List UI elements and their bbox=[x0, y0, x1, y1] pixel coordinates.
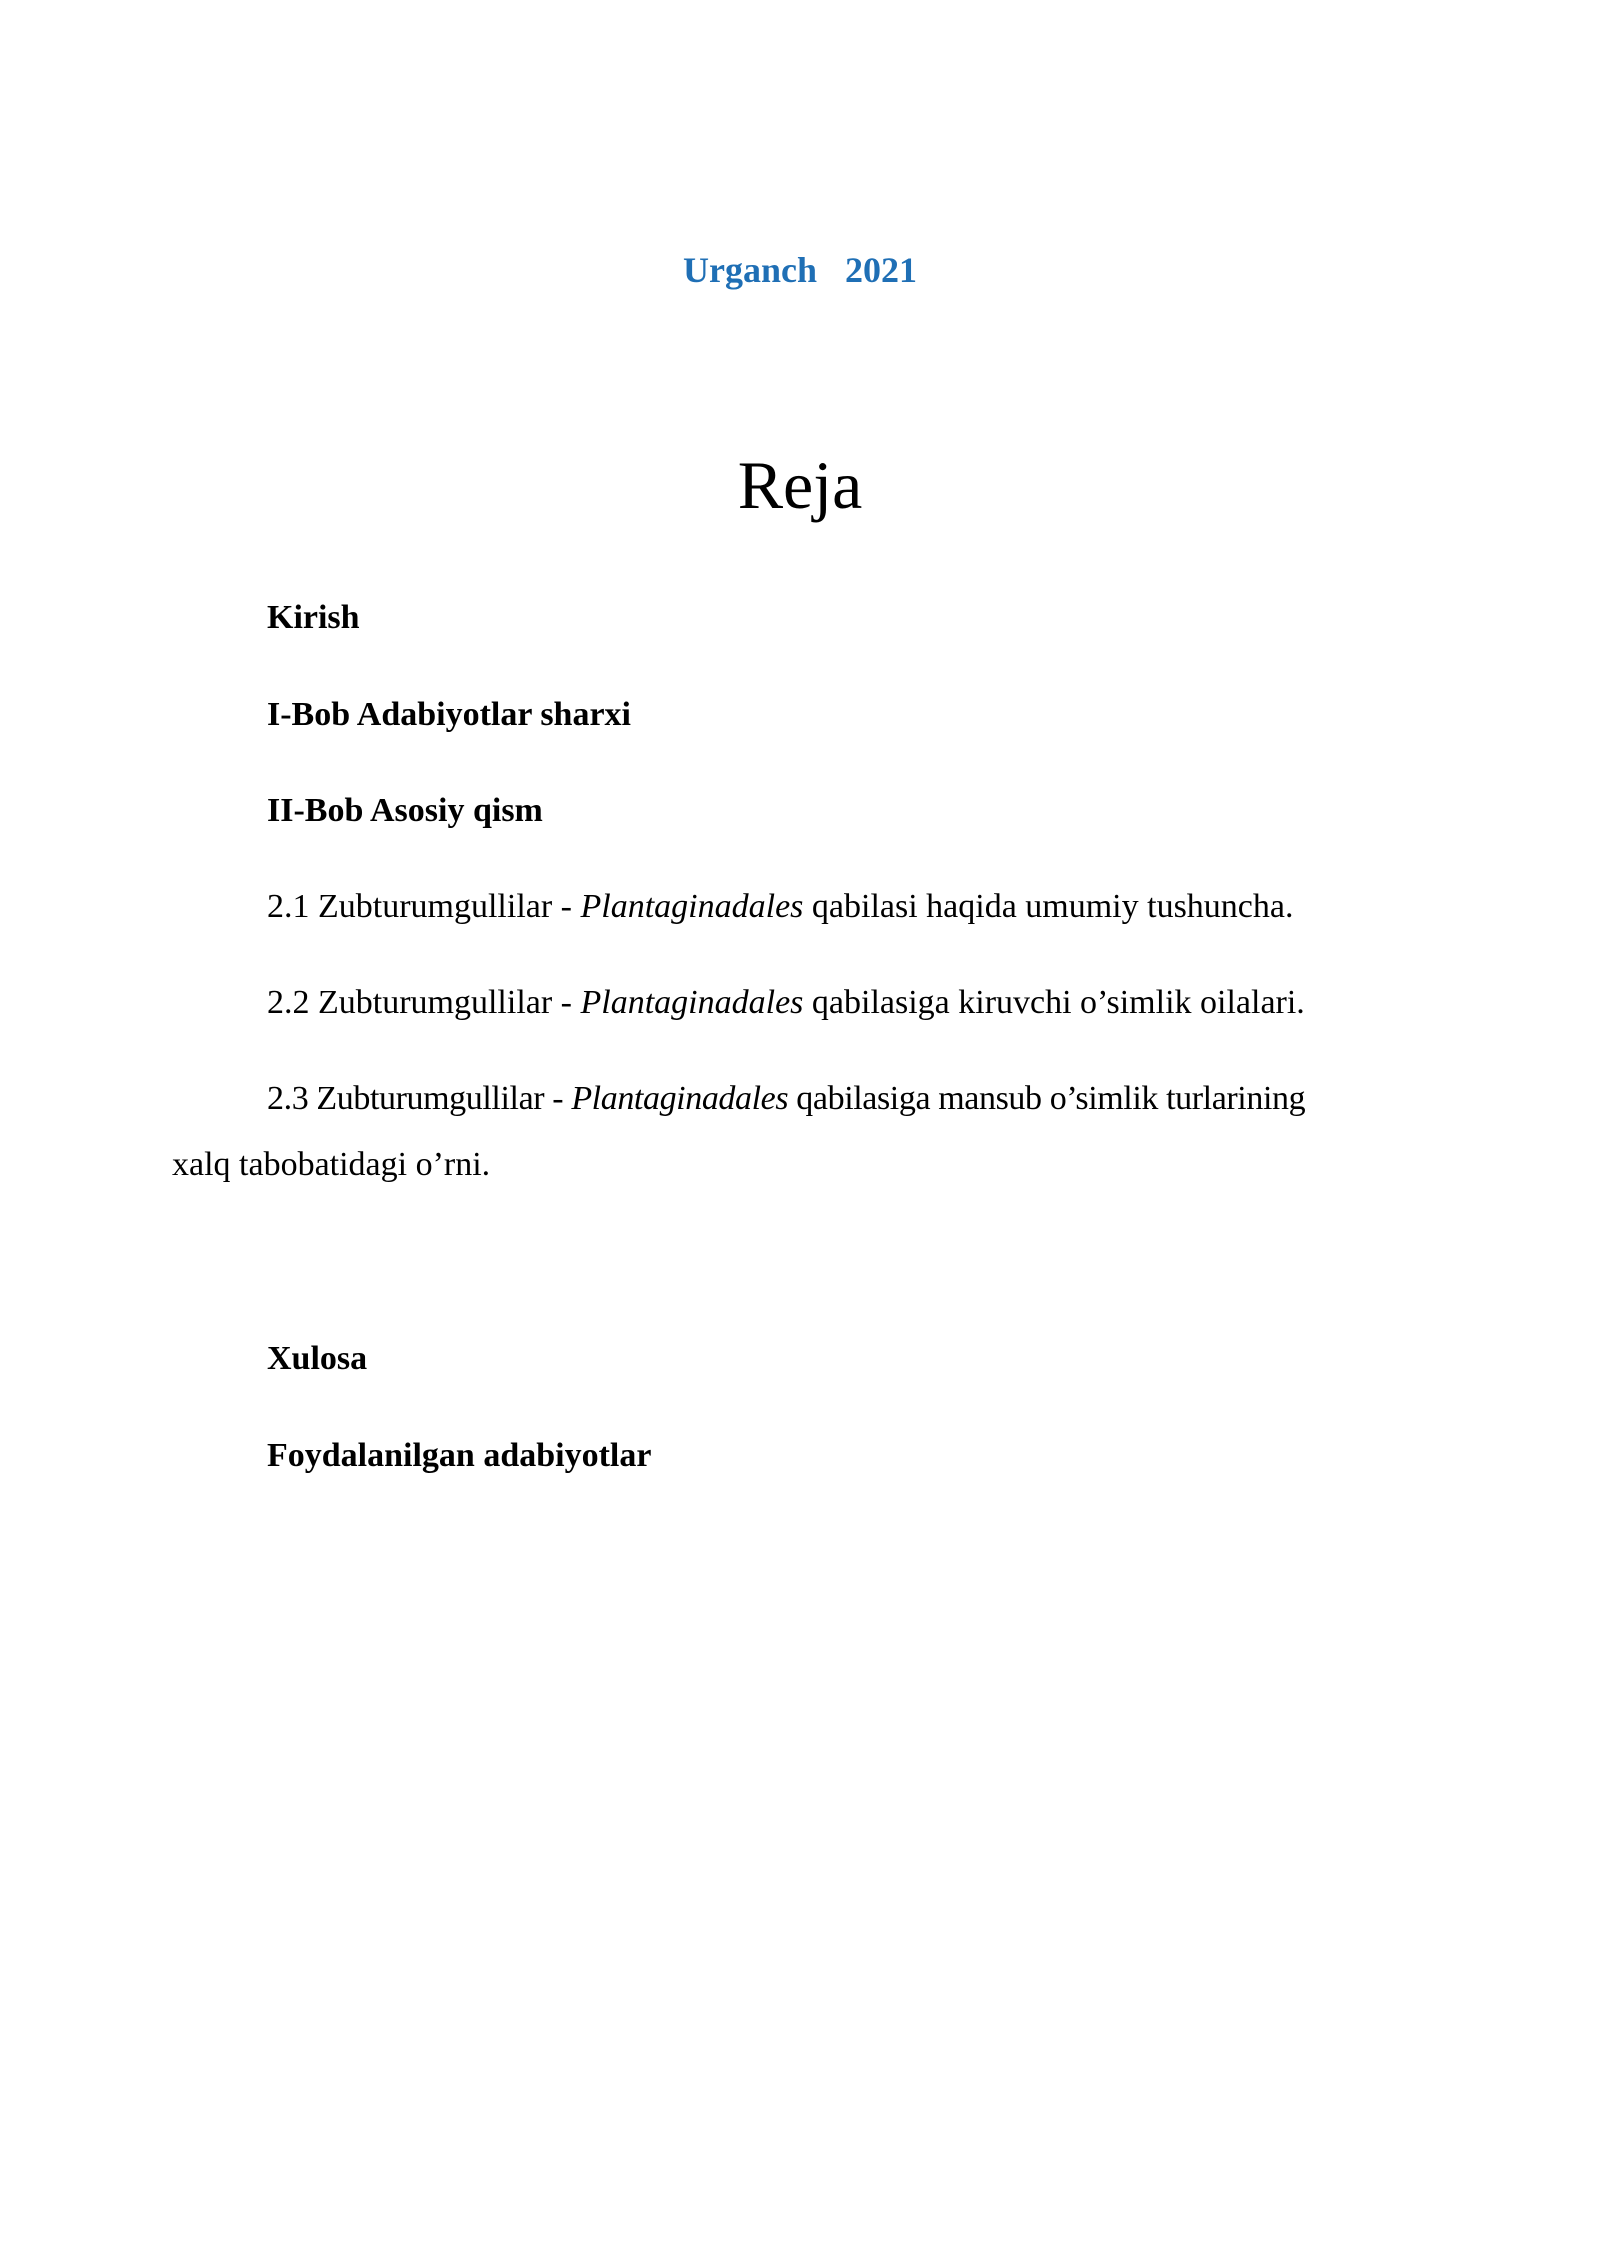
header-location-year bbox=[0, 244, 1600, 296]
header-city: Urganch bbox=[683, 250, 817, 290]
plan-item-2-3 bbox=[172, 1066, 1547, 1132]
header-year: 2021 bbox=[845, 250, 917, 290]
plan-item-prefix: 2.1 Zubturumgullilar - bbox=[267, 888, 581, 925]
plan-references: Foydalanilgan adabiyotlar bbox=[267, 1437, 652, 1474]
plan-item-prefix: 2.2 Zubturumgullilar - bbox=[267, 984, 581, 1021]
plan-item-latin-name: Plantaginadales bbox=[571, 1080, 789, 1117]
plan-item-prefix: 2.3 Zubturumgullilar - bbox=[267, 1080, 572, 1117]
plan-chapter-1: I-Bob Adabiyotlar sharxi bbox=[267, 696, 632, 733]
plan-item-latin-name: Plantaginadales bbox=[580, 888, 804, 925]
plan-item-suffix: qabilasiga kiruvchi o’simlik oilalari. bbox=[803, 984, 1305, 1021]
plan-item-latin-name: Plantaginadales bbox=[580, 984, 804, 1021]
plan-item-2-1 bbox=[172, 874, 1547, 940]
page-title: Reja bbox=[737, 447, 863, 523]
plan-intro: Kirish bbox=[267, 599, 360, 636]
plan-item-suffix: qabilasi haqida umumiy tushuncha. bbox=[803, 888, 1294, 925]
plan-chapter-2: II-Bob Asosiy qism bbox=[267, 792, 543, 829]
plan-item-2-3-continuation: xalq tabobatidagi o’rni. bbox=[172, 1146, 491, 1183]
plan-conclusion: Xulosa bbox=[267, 1340, 368, 1377]
plan-item-2-2 bbox=[172, 970, 1547, 1036]
plan-item-suffix: qabilasiga mansub o’simlik turlarining bbox=[788, 1080, 1306, 1117]
